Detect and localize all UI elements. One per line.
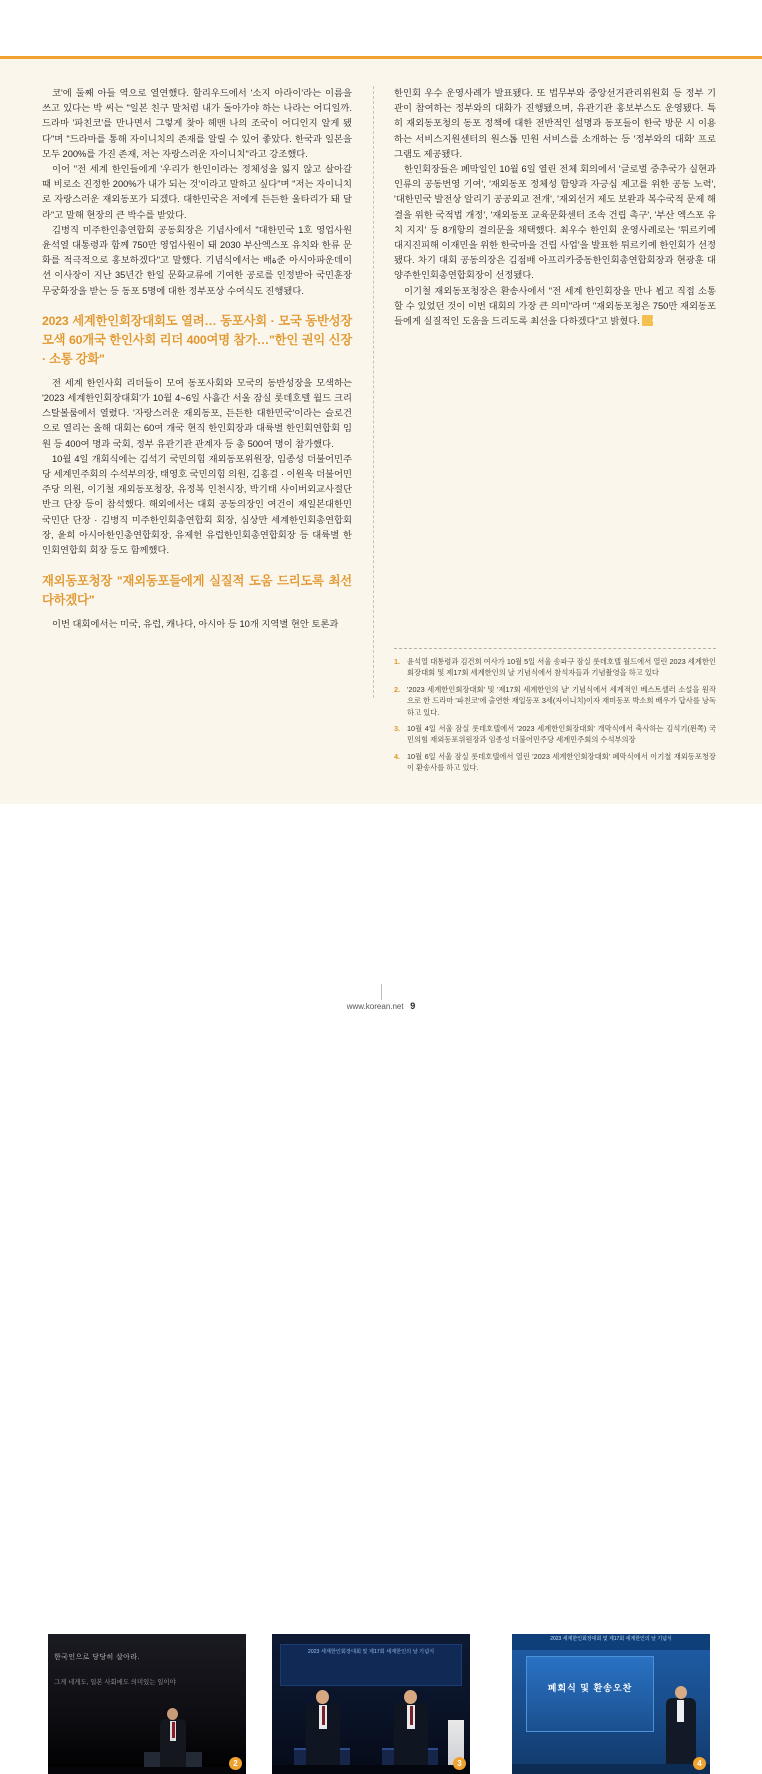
footnote-item [394, 656, 716, 679]
footnote-number: 1. [394, 657, 401, 666]
footer-site: www.korean.net [346, 1002, 404, 1011]
photo-number-badge: 2 [229, 1757, 242, 1770]
paragraph: 이어 "전 세계 한인들에게 '우리가 한인이라는 정체성을 잃지 않고 살아갈 때 비로소 진정한 200%가 내가 되는 것'이라고 말하고 싶다"며 "저는 자이니치로 자랑스러운 재외동포가 되겠다. 대한민국은 저에게 든든한 울타리가 돼 달라"고 말해 현장의 큰 박수를 받았다. [42, 164, 352, 220]
person-figure [306, 1690, 340, 1764]
paragraph: 김병직 미주한인총연합회 공동회장은 기념사에서 "대한민국 1호 영업사원 윤석열 대통령과 함께 750만 영업사원이 돼 2030 부산엑스포 유치와 한류 문화를 적극적으로 홍보하겠다"고 말했다. 기념식에서는 배ة준 아시아파운데이션 이사장이 지난 35년간 한일 문화교류에 기여한 공로를 인정받아 국민훈장 무궁화장을 받는 등 동포 5명에 대한 정부포상 수여식도 진행됐다. [42, 224, 352, 296]
footnote-item [394, 751, 716, 774]
section-headline-1: 2023 세계한인회장대회도 열려… 동포사회 · 모국 동반성장 모색 60개국 한인사회 리더 400여명 참가…"한인 권익 신장 · 소통 강화" [42, 313, 352, 366]
footnote-number: 3. [394, 724, 401, 734]
projection-screen [526, 1656, 654, 1732]
page-number: 9 [410, 1001, 416, 1011]
footnote-marker-icon: 4 [642, 315, 653, 326]
paragraph: 전 세계 한인사회 리더들이 모여 동포사회와 모국의 동반성장을 모색하는 '2023 세계한인회장대회'가 10월 4~6일 사흘간 서울 잠실 롯데호텔 월드 크리스탈볼룸에서 열렸다. '자랑스러운 재외동포, 든든한 대한민국'이라는 슬로건으로 열리는 올해 대회는 60여 개국 현직 한인회장과 대륙별 한인회연합회 임원 등 400여 명과 국회, 정부 유관기관 관계자 등 총 500여 명이 참가했다. [42, 377, 352, 449]
screen-top-text: 2023 세계한인회장대회 및 제17회 세계한인의 날 기념식 [550, 1636, 672, 1642]
footnote-text: 윤석열 대통령과 김건희 여사가 10월 5일 서울 송파구 잠실 롯데호텔 월드에서 열린 2023 세계한인회장대회 및 제17회 세계한인의 날 기념식에서 참석자들과 기념촬영을 하고 있다 [407, 657, 716, 678]
footnote-divider [394, 648, 716, 649]
left-column [42, 86, 352, 632]
column-divider [373, 86, 374, 698]
photo-number-badge: 4 [693, 1757, 706, 1770]
photo-speaker-stage [48, 1634, 246, 1774]
stage-floor [272, 1765, 470, 1774]
paragraph: 10월 4일 개회식에는 김석기 국민의힘 재외동포위원장, 임종성 더불어민주당 세계민주회의 수석부의장, 태영호 국민의힘 의원, 김홍걸 · 이원욱 더불어민주당 의원, 이기철 재외동포청장, 유정복 인천시장, 박기태 사이버외교사절단 반크 단장 등이 참석했다. 해외에서는 대회 공동의장인 여건이 재일본대한민국민단 단장 · 김병직 미주한인회총연합회 회장, 심상만 세계한인회총연합회장, 윤희 아시아한인총연합회장, 유제헌 유럽한인회총연합회장 등 대륙별 한인회연합회 회장 등도 함께했다. [42, 453, 352, 556]
paragraph: 한인회장들은 폐막일인 10월 6일 열린 전체 회의에서 '글로벌 중추국가 실현과 인류의 공동번영 기여', '재외동포 정체성 함양과 자긍심 제고를 위한 공동 노력', '대한민국 발전상 알리기 공공외교 전개', '재외선거 제도 보완과 복수국적 문제 해결을 위한 국적법 개정', '재외동포 교육문화센터 조속 건립 촉구', '부산 엑스포 유치 지지' 등 8개항의 결의문을 채택했다. 최우수 한인회 운영사례로는 '튀르키예 대지진피해 이재민을 위한 한국마을 건립 사업'을 발표한 튀르키예 한인회가 선정됐다. 차기 대회 공동의장은 김점배 아프리카중동한인회총연합회장과 현광훈 대양주한인회총연합회장이 선정됐다. [394, 164, 716, 281]
paragraph: 한인회 우수 운영사례가 발표됐다. 또 법무부와 중앙선거관리위원회 등 정부 기관이 참여하는 정부와의 대화가 진행됐으며, 유관기관 홍보부스도 운영됐다. 특히 재외동포청의 동포 정책에 대한 전반적인 설명과 동포들이 한국 방문 시 이용하는 서비스지원센터의 원스톱 민원 서비스를 소개하는 등 '정부와의 대화' 프로그램도 제공됐다. [394, 88, 716, 159]
photo-number-badge: 3 [453, 1757, 466, 1770]
person-figure [160, 1708, 186, 1768]
photo-caption-overlay-line1: 한국인으로 당당히 살아라. [54, 1654, 140, 1661]
footer-divider [381, 984, 382, 1000]
footnote-number: 2. [394, 684, 401, 694]
section-headline-2: 재외동포청장 "재외동포들에게 실질적 도움 드리도록 최선 다하겠다" [42, 574, 352, 608]
stage-floor [512, 1764, 710, 1774]
footnote-block [394, 648, 716, 779]
paragraph-with-footnote-marker [394, 284, 716, 330]
footnote-text: '2023 세계한인회장대회' 및 '제17회 세계한인의 날' 기념식에서 세계적인 베스트셀러 소설을 원작으로 한 드라마 '파친코'에 출연한 재일동포 3세(자이니치)이자 재미동포 박소희 배우가 답사를 낭독하고 있다. [407, 684, 716, 717]
footnote-text: 10월 6일 서울 잠실 롯데호텔에서 열린 '2023 세계한인회장대회' 폐막식에서 이기철 재외동포청장이 환송사를 하고 있다. [407, 751, 716, 773]
footnote-item [394, 684, 716, 718]
screen-title-text: 폐회식 및 환송오찬 [547, 1683, 633, 1693]
right-column [394, 86, 716, 329]
footer [0, 1001, 762, 1011]
paragraph: 이번 대회에서는 미국, 유럽, 캐나다, 아시아 등 10개 지역별 현안 토론과 [52, 619, 339, 630]
photo-caption-overlay-line2: 그게 네게도, 일본 사회에도 의미있는 일이야 [54, 1679, 176, 1686]
paragraph: 코'에 둘째 아들 역으로 열연했다. 할리우드에서 '소지 아라이'라는 이름을 쓰고 있다는 박 씨는 "일본 친구 말처럼 내가 돌아가야 하는 나라는 어디일까. 드라마 '파친코'를 만나면서 그렇게 찾아 헤맨 나의 조국이 어디인지 알게 됐다"며 "드라마를 통해 자이니치의 존재를 알릴 수 있어 좋았다. 한국과 일본을 모두 200%를 가진 존재, 저는 자랑스러운 자이니치"라고 강조했다. [42, 88, 352, 159]
photo-closing-ceremony [512, 1634, 710, 1774]
person-figure [394, 1690, 428, 1764]
paragraph-text: 이기철 재외동포청장은 환송사에서 "전 세계 한인회장을 만나 뵙고 직접 소통할 수 있었던 것이 이번 대회의 가장 큰 의미"라며 "재외동포청은 750만 재외동포들에게 실질적인 도움을 드리도록 최선을 다하겠다"고 밝혔다. [394, 285, 716, 327]
stage-banner-text: 2023 세계한인회장대회 및 제17회 세계한인의 날 기념식 [307, 1649, 435, 1655]
person-figure [666, 1686, 696, 1766]
footnote-text: 10월 4일 서울 잠실 롯데호텔에서 '2023 세계한인회장대회' 개막식에서 축사하는 김석기(왼쪽) 국민의힘 재외동포위원장과 임종성 더불어민주당 세계민주회의 수석부의장 [407, 724, 716, 745]
photo-two-speakers [272, 1634, 470, 1774]
stage-floor [48, 1767, 246, 1774]
footnote-number: 4. [394, 751, 401, 761]
footnote-item [394, 723, 716, 746]
